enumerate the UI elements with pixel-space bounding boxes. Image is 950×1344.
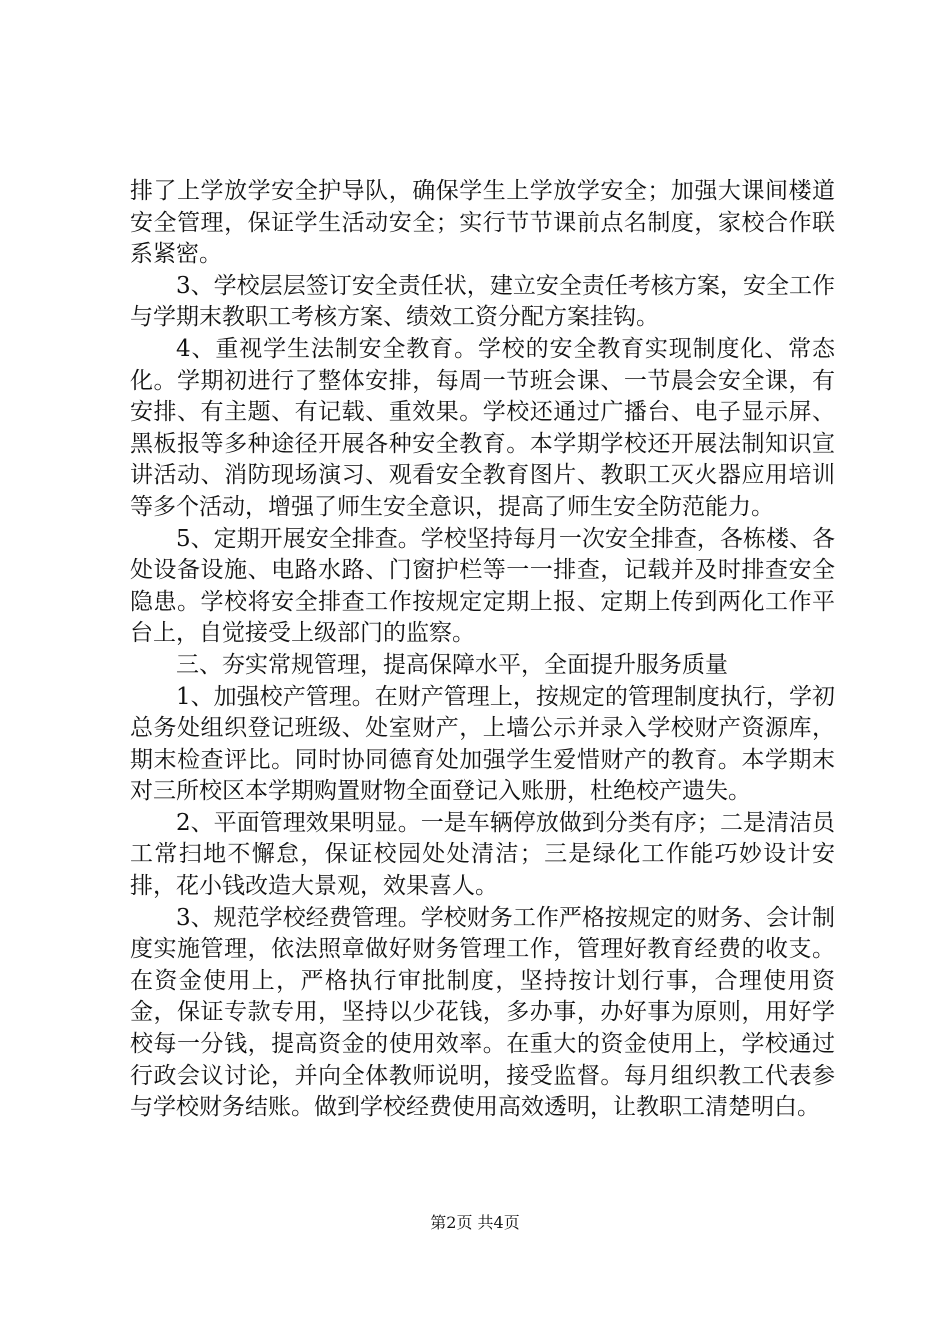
paragraph-item-4-education: 4、重视学生法制安全教育。学校的安全教育实现制度化、常态化。学期初进行了整体安排，每周一节班会课、一节晨会安全课，有安排、有主题、有记载、重效果。学校还通过广播台、电子显示屏、黑板报等多种途径开展各种安全教育。本学期学校还开展法制知识宣讲活动、消防现场演习、观看安全教育图片、教职工灭火器应用培训等多个活动，增强了师生安全意识，提高了师生安全防范能力。 bbox=[130, 335, 835, 520]
paragraph-item-2-grounds: 2、平面管理效果明显。一是车辆停放做到分类有序；二是清洁员工常扫地不懈怠，保证校园处处清洁；三是绿化工作能巧妙设计安排，花小钱改造大景观，效果喜人。 bbox=[130, 809, 835, 900]
paragraph-continued: 排了上学放学安全护导队，确保学生上学放学安全；加强大课间楼道安全管理，保证学生活动安全；实行节节课前点名制度，家校合作联系紧密。 bbox=[130, 178, 835, 268]
paragraph-item-3-finance: 3、规范学校经费管理。学校财务工作严格按规定的财务、会计制度实施管理，依法照章做好财务管理工作，管理好教育经费的收支。在资金使用上，严格执行审批制度，坚持按计划行事，合理使用资金，保证专款专用，坚持以少花钱，多办事，办好事为原则，用好学校每一分钱，提高资金的使用效率。在重大的资金使用上，学校通过行政会议讨论，并向全体教师说明，接受监督。每月组织教工代表参与学校财务结账。做到学校经费使用高效透明，让教职工清楚明白。 bbox=[130, 904, 835, 1121]
page-number-footer: 第2页 共4页 bbox=[430, 1213, 520, 1232]
paragraph-item-5-inspection: 5、定期开展安全排查。学校坚持每月一次安全排查，各栋楼、各处设备设施、电路水路、门窗护栏等一一排查，记载并及时排查安全隐患。学校将安全排查工作按规定定期上报、定期上传到两化工作平台上，自觉接受上级部门的监察。 bbox=[130, 525, 835, 647]
paragraph-item-1-assets: 1、加强校产管理。在财产管理上，按规定的管理制度执行，学初总务处组织登记班级、处室财产，上墙公示并录入学校财产资源库，期末检查评比。同时协同德育处加强学生爱惜财产的教育。本学期末对三所校区本学期购置财物全面登记入账册，杜绝校产遗失。 bbox=[130, 683, 835, 805]
paragraph-item-3-responsibility: 3、学校层层签订安全责任状，建立安全责任考核方案，安全工作与学期末教职工考核方案、绩效工资分配方案挂钩。 bbox=[130, 272, 835, 331]
section-heading-3: 三、夯实常规管理，提高保障水平，全面提升服务质量 bbox=[176, 651, 728, 678]
document-body bbox=[130, 176, 835, 1124]
